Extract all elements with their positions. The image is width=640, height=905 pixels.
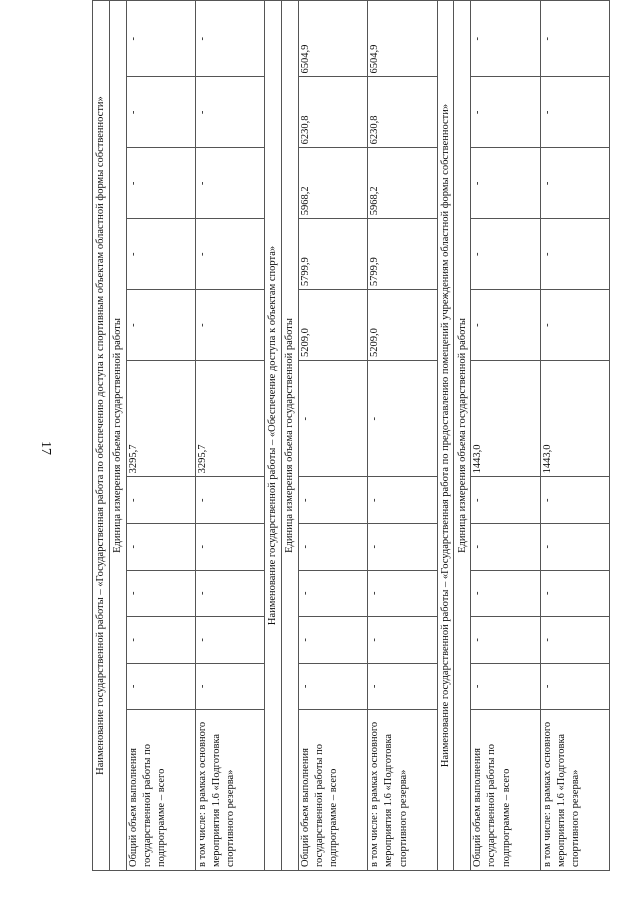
table-cell: - bbox=[540, 617, 609, 664]
table-cell: - bbox=[471, 477, 540, 524]
table-cell: - bbox=[126, 219, 195, 290]
table-cell: - bbox=[298, 570, 367, 617]
table-cell: - bbox=[126, 148, 195, 219]
table-cell: - bbox=[471, 570, 540, 617]
table-cell: 5968,2 bbox=[298, 148, 367, 219]
table-cell: 5209,0 bbox=[298, 290, 367, 361]
table-cell: - bbox=[540, 523, 609, 570]
table-cell: 5799,9 bbox=[368, 219, 437, 290]
table-cell: 1443,0 bbox=[540, 361, 609, 477]
table-cell: - bbox=[298, 617, 367, 664]
table-cell: - bbox=[471, 148, 540, 219]
table-cell: - bbox=[195, 290, 264, 361]
table-cell: - bbox=[298, 523, 367, 570]
table-cell: 3295,7 bbox=[126, 361, 195, 477]
table-cell: 3295,7 bbox=[195, 361, 264, 477]
section-title: Наименование государственной работы – «Государственная работа по предоставлению помещений учреждениям областной формы собственности» bbox=[437, 1, 454, 871]
page-number: 17 bbox=[38, 441, 53, 455]
row-label: Общий объем выполнения государственной работы по подпрограмме – всего bbox=[126, 710, 195, 871]
table-cell: - bbox=[540, 477, 609, 524]
table-cell: - bbox=[126, 570, 195, 617]
table-cell: - bbox=[126, 77, 195, 148]
row-label: в том числе: в рамках основного мероприятия 1.6 «Подготовка спортивного резерва» bbox=[368, 710, 437, 871]
table-cell: - bbox=[298, 663, 367, 710]
table-cell: - bbox=[540, 219, 609, 290]
table-cell: - bbox=[298, 477, 367, 524]
table-cell: - bbox=[471, 290, 540, 361]
table-cell: 5968,2 bbox=[368, 148, 437, 219]
table-cell: - bbox=[368, 663, 437, 710]
unit-header: Единица измерения объема государственной работы bbox=[454, 1, 471, 871]
table-cell: - bbox=[540, 1, 609, 77]
table-cell: 5799,9 bbox=[298, 219, 367, 290]
table-cell: - bbox=[195, 148, 264, 219]
table-cell: - bbox=[126, 523, 195, 570]
table-cell: - bbox=[126, 663, 195, 710]
table-cell: 1443,0 bbox=[471, 361, 540, 477]
table-cell: - bbox=[540, 77, 609, 148]
table-cell: - bbox=[195, 570, 264, 617]
row-label: Общий объем выполнения государственной работы по подпрограмме – всего bbox=[471, 710, 540, 871]
table-cell: - bbox=[540, 148, 609, 219]
table-cell: 6230,8 bbox=[298, 77, 367, 148]
table-row bbox=[126, 1, 195, 871]
table-cell: - bbox=[368, 570, 437, 617]
table-cell: - bbox=[368, 617, 437, 664]
table-cell: - bbox=[195, 663, 264, 710]
table-cell: - bbox=[195, 1, 264, 77]
table-cell: 6230,8 bbox=[368, 77, 437, 148]
table-cell: 6504,9 bbox=[298, 1, 367, 77]
table-row bbox=[471, 1, 540, 871]
table-cell: - bbox=[540, 570, 609, 617]
table-cell: - bbox=[195, 617, 264, 664]
row-label: в том числе: в рамках основного мероприятия 1.6 «Подготовка спортивного резерва» bbox=[540, 710, 609, 871]
section-title: Наименование государственной работы – «Обеспечение доступа к объектам спорта» bbox=[265, 1, 282, 871]
table-cell: - bbox=[471, 1, 540, 77]
table-cell: - bbox=[368, 477, 437, 524]
unit-header: Единица измерения объема государственной работы bbox=[109, 1, 126, 871]
table-cell: - bbox=[195, 523, 264, 570]
table-cell: - bbox=[471, 617, 540, 664]
table-cell: - bbox=[471, 77, 540, 148]
table-cell: - bbox=[195, 477, 264, 524]
section-title: Наименование государственной работы – «Государственная работа по обеспечению доступа к спортивным объектам областной формы собственности» bbox=[93, 1, 110, 871]
table-cell: - bbox=[471, 663, 540, 710]
work-volume-table bbox=[92, 0, 610, 871]
table-row bbox=[368, 1, 437, 871]
table-row bbox=[195, 1, 264, 871]
table-row bbox=[540, 1, 609, 871]
unit-header: Единица измерения объема государственной работы bbox=[282, 1, 299, 871]
rotated-table-container bbox=[92, 0, 610, 871]
table-cell: - bbox=[298, 361, 367, 477]
row-label: в том числе: в рамках основного мероприятия 1.6 «Подготовка спортивного резерва» bbox=[195, 710, 264, 871]
table-cell: - bbox=[471, 219, 540, 290]
row-label: Общий объем выполнения государственной работы по подпрограмме – всего bbox=[298, 710, 367, 871]
table-cell: - bbox=[368, 361, 437, 477]
table-cell: - bbox=[126, 290, 195, 361]
table-cell: - bbox=[471, 523, 540, 570]
table-cell: 6504,9 bbox=[368, 1, 437, 77]
table-cell: - bbox=[368, 523, 437, 570]
table-cell: - bbox=[195, 219, 264, 290]
table-row bbox=[298, 1, 367, 871]
table-cell: 5209,0 bbox=[368, 290, 437, 361]
table-cell: - bbox=[540, 663, 609, 710]
table-cell: - bbox=[126, 1, 195, 77]
table-cell: - bbox=[195, 77, 264, 148]
table-cell: - bbox=[126, 477, 195, 524]
table-cell: - bbox=[126, 617, 195, 664]
table-cell: - bbox=[540, 290, 609, 361]
